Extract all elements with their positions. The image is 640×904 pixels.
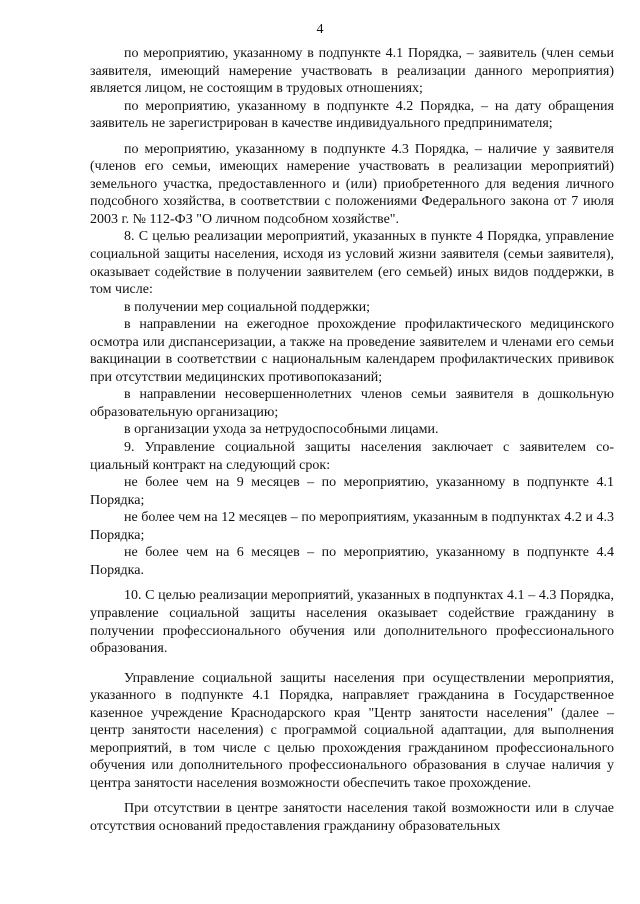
paragraph-term-9-months: не более чем на 9 месяцев – по мероприятию, указанному в подпункте 4.1 Порядка; bbox=[90, 475, 614, 508]
paragraph-condition-4-2: по мероприятию, указанному в подпункте 4.2 Порядка, – на дату обращения заявитель не зарегистрирован в качестве индивидуального предпринимателя; bbox=[90, 98, 614, 132]
document-body bbox=[90, 45, 614, 836]
paragraph-clause-8: 8. С целью реализации мероприятий, указанных в пункте 4 Порядка, управление социальной защиты населения, исходя из условий жизни заявителя (семьи заявителя), оказывает содействие в получении заявителем (его семьей) иных видов поддержки, в том числе: bbox=[90, 229, 614, 298]
page-number: 4 bbox=[316, 22, 324, 37]
paragraph-term-6-months: не более чем на 6 месяцев – по мероприятию, указанному в подпункте 4.4 Порядка. bbox=[90, 545, 614, 578]
paragraph-preschool: в направлении несовершеннолетних членов семьи заявителя в дошкольную образовательную организацию; bbox=[90, 387, 614, 420]
paragraph-employment-center: Управление социальной защиты населения при осуществлении мероприятия, указанного в подпункте 4.1 Порядка, направляет гражданина в Государственное казенное учреждение Краснодарского края "Центр занятости населения" (далее – центр занятости населения) с программой социальной адаптации, для выполнения мероприятий, в том числе с целью прохождения гражданином профессионального обучения или дополнительного профессионального образования в случае наличия у центра занятости населения возможности обеспечить такое прохождение. bbox=[90, 670, 614, 791]
paragraph-clause-9: 9. Управление социальной защиты населения заключает с заявителем социальный контракт на следующий срок: bbox=[90, 440, 614, 473]
paragraph-term-12-months: не более чем на 12 месяцев – по мероприятиям, указанным в подпунктах 4.2 и 4.3 Порядка; bbox=[90, 510, 614, 543]
paragraph-no-possibility: При отсутствии в центре занятости населения такой возможности или в случае отсутствия оснований предоставления гражданину образовательных bbox=[90, 801, 614, 834]
paragraph-care: в организации ухода за нетрудоспособными лицами. bbox=[124, 422, 439, 438]
paragraph-social-support: в получении мер социальной поддержки; bbox=[124, 299, 371, 315]
paragraph-condition-4-3: по мероприятию, указанному в подпункте 4.3 Порядка, – наличие у заявителя (членов его семьи, имеющих намерение участвовать в реализации мероприятий) земельного участка, предоставленного и (или) приобретенного для ведения личного подсобного хозяйства, в соответствии с положениями Федерального закона от 7 июля 2003 г. № 112-ФЗ "О личном подсобном хозяйстве". bbox=[90, 141, 614, 227]
paragraph-clause-10: 10. С целью реализации мероприятий, указанных в подпунктах 4.1 – 4.3 Порядка, управление социальной защиты населения оказывает содействие гражданину в получении профессионального обучения или дополнительного профессионального образования. bbox=[90, 588, 614, 657]
paragraph-medical-exam: в направлении на ежегодное прохождение профилактического медицинского осмотра или диспансеризации, а также на проведение заявителем и членами его семьи вакцинации в соответствии с национальным календарем профилактических прививок при отсутствии медицинских противопоказаний; bbox=[90, 317, 614, 385]
paragraph-condition-4-1: по мероприятию, указанному в подпункте 4.1 Порядка, – заявитель (член семьи заявителя, имеющий намерение участвовать в реализации данного мероприятия) является лицом, не состоящим в трудовых отношениях; bbox=[90, 46, 614, 97]
